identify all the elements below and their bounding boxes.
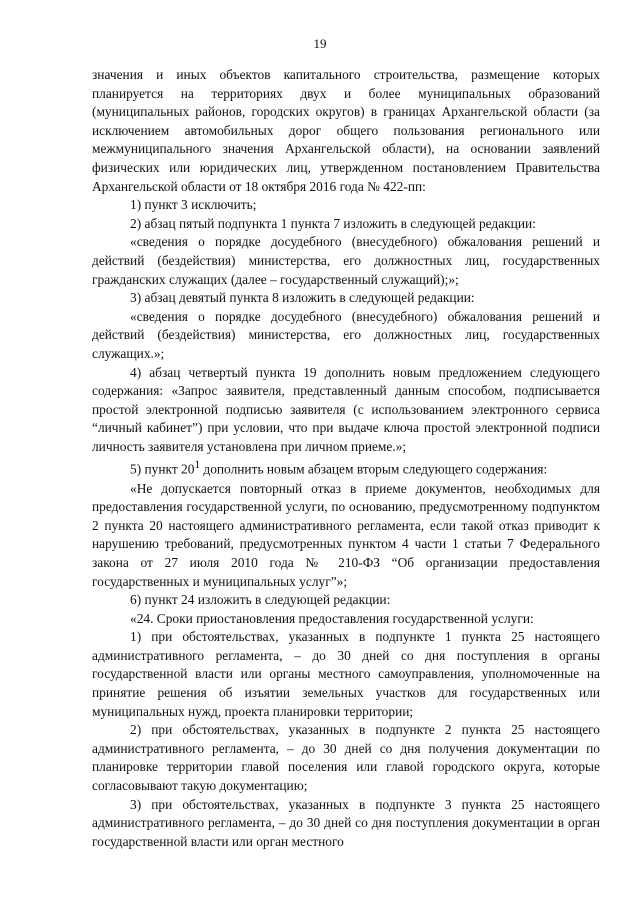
paragraph: 1) при обстоятельствах, указанных в подпункте 1 пункта 25 настоящего административного регламента, – до 30 дней со дня поступления в органы государственной власти или органы местного самоуправления, уполномоченные на принятие решения об изъятии земельных участков для государственных или муниципальных нужд, проекта планировки территории;	[92, 629, 600, 719]
document-body	[92, 66, 600, 851]
paragraph: значения и иных объектов капитального строительства, размещение которых планируется на территориях двух и более муниципальных образований (муниципальных районов, городских округов) в границах Архангельской области (за исключением автомобильных дорог общего пользования регионального или межмуниципального значения Архангельской области), на основании заявлений физических или юридических лиц, утвержденном постановлением Правительства Архангельской области от 18 октября 2016 года № 422-пп:	[92, 67, 600, 194]
paragraph: 4) абзац четвертый пункта 19 дополнить новым предложением следующего содержания: «Запрос заявителя, представленный данным способом, подписывается простой электронной подписью заявителя (с использованием электронного сервиса “личный кабинет”) при условии, что при выдаче ключа простой электронной подписи личность заявителя установлена при личном приеме.»;	[92, 364, 600, 454]
paragraph: 2) при обстоятельствах, указанных в подпункте 2 пункта 25 настоящего административного регламента, – до 30 дней со дня получения документации по планировке территории главой поселения или главой городского округа, которые согласовывают такую документацию;	[92, 722, 600, 794]
paragraph: «сведения о порядке досудебного (внесудебного) обжалования решений и действий (бездействия) министерства, его должностных лиц, государственных гражданских служащих (далее – государственный служащий);»;	[92, 234, 600, 287]
page-number: 19	[313, 36, 327, 51]
paragraph: 3) абзац девятый пункта 8 изложить в следующей редакции:	[130, 290, 475, 306]
paragraph: 1) пункт 3 исключить;	[130, 197, 257, 213]
paragraph: 6) пункт 24 изложить в следующей редакции:	[130, 592, 391, 608]
paragraph: 3) при обстоятельствах, указанных в подпункте 3 пункта 25 настоящего административного регламента, – до 30 дней со дня поступления документации в орган государственной власти или орган местного	[92, 796, 600, 849]
superscript: 1	[194, 459, 201, 472]
paragraph-text: дополнить новым абзацем вторым следующего содержания:	[200, 461, 548, 477]
paragraph: 2) абзац пятый подпункта 1 пункта 7 изложить в следующей редакции:	[130, 215, 536, 231]
paragraph: «сведения о порядке досудебного (внесудебного) обжалования решений и действий (бездействия) министерства, его должностных лиц, государственных служащих.»;	[92, 308, 600, 361]
paragraph-text: 5) пункт 20	[130, 461, 195, 477]
paragraph: «24. Сроки приостановления предоставления государственной услуги:	[130, 610, 534, 626]
paragraph	[92, 456, 600, 479]
paragraph: «Не допускается повторный отказ в приеме документов, необходимых для предоставления государственной услуги, по основанию, предусмотренному подпунктом 2 пункта 20 настоящего административного регламента, если такой отказ приводит к нарушению требований, предусмотренных пунктом 4 части 1 статьи 7 Федерального закона от 27 июля 2010 года № 210-ФЗ “Об организации предоставления государственных и муниципальных услуг”»;	[92, 480, 600, 589]
